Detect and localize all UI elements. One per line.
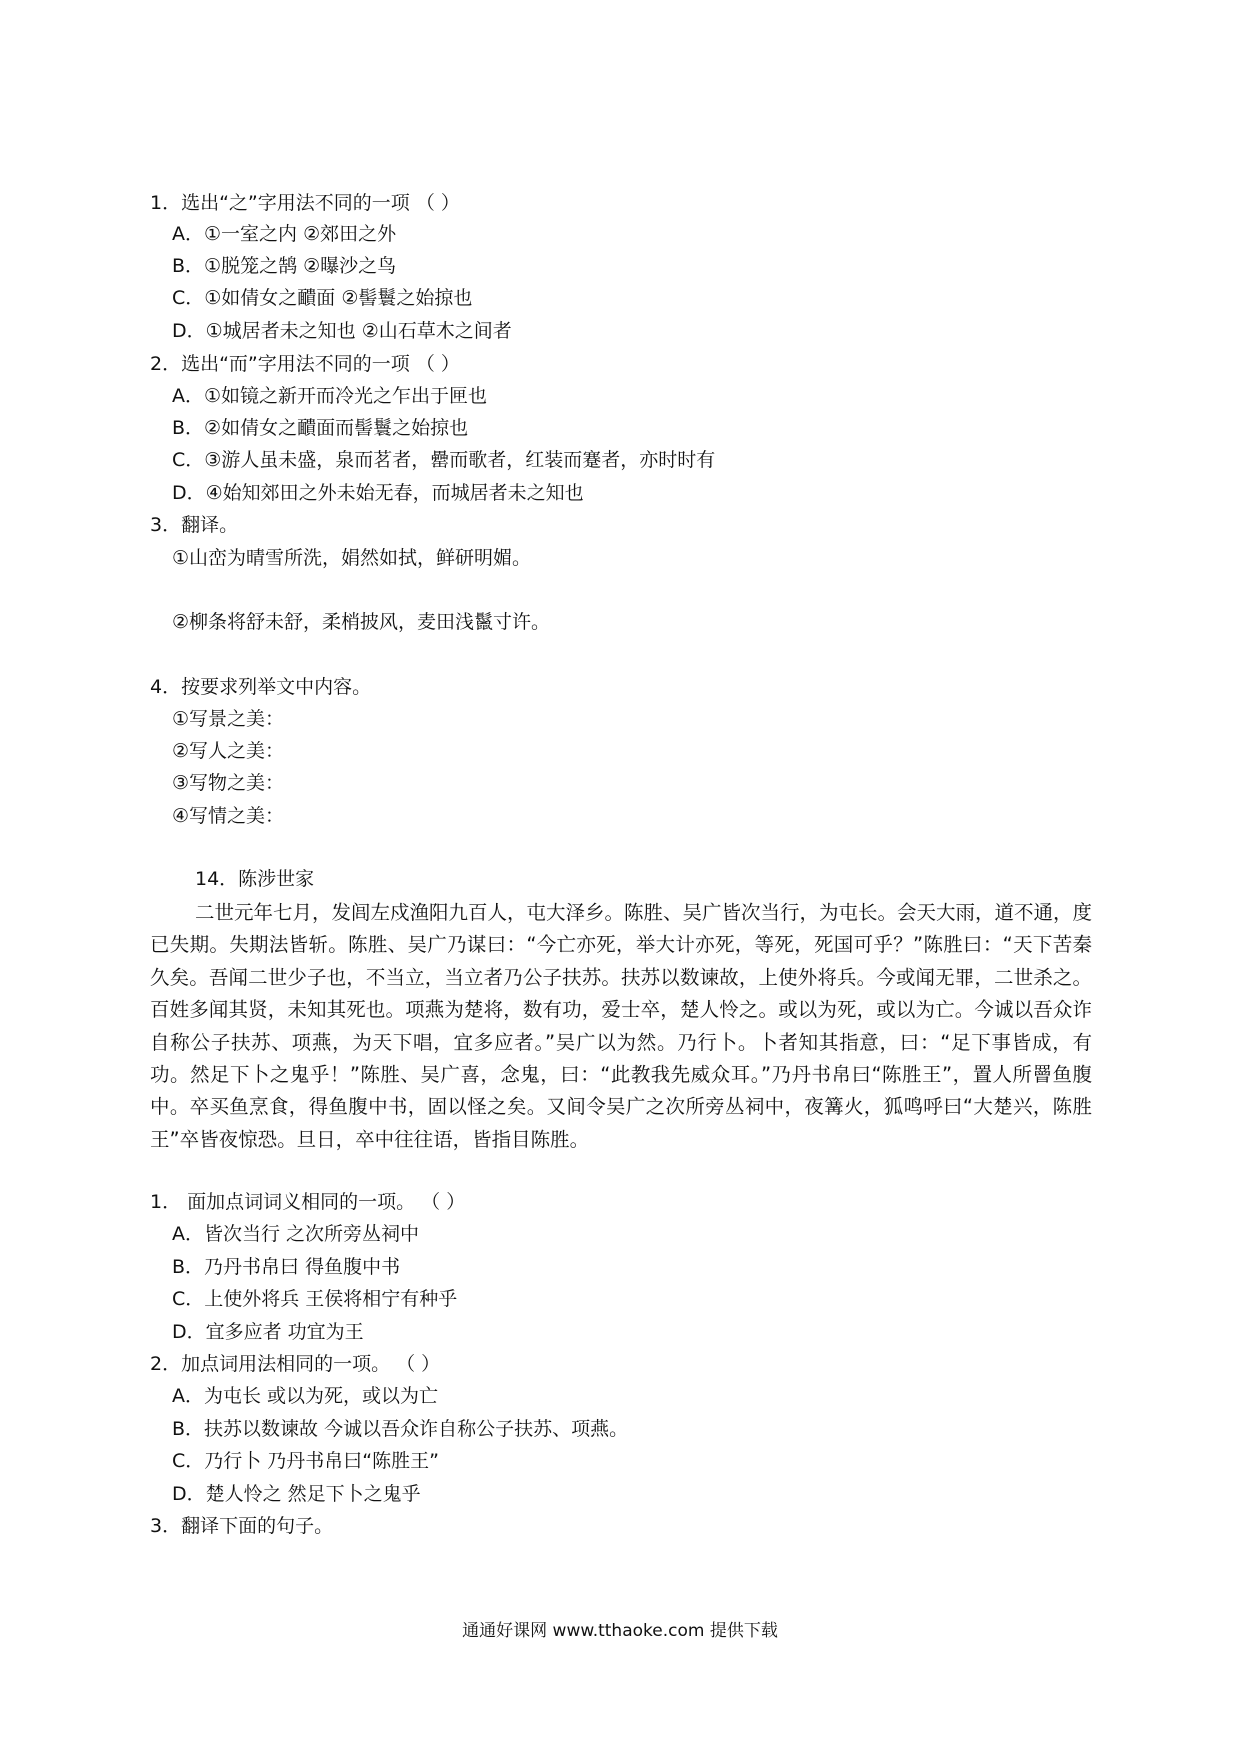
passage-question-1-stem: 1． 面加点词词义相同的一项。 （ ） bbox=[150, 1191, 466, 1213]
passage-question-1-option-c: C．上使外将兵 王侯将相宁有种乎 bbox=[172, 1288, 458, 1310]
question-4-item-1: ①写景之美： bbox=[172, 708, 285, 730]
question-2-stem: 2．选出“而”字用法不同的一项 （ ） bbox=[150, 353, 460, 375]
passage-question-1-option-b: B．乃丹书帛曰 得鱼腹中书 bbox=[172, 1256, 401, 1278]
question-2-option-b: B．②如倩女之靧面而髻鬟之始掠也 bbox=[172, 417, 469, 439]
question-4-item-2: ②写人之美： bbox=[172, 740, 285, 762]
question-3-item-1: ①山峦为晴雪所洗，娟然如拭，鲜研明媚。 bbox=[172, 547, 532, 569]
page-footer: 通通好课网 www.tthaoke.com 提供下载 bbox=[462, 1621, 778, 1641]
question-3-item-2: ②柳条将舒未舒，柔梢披风，麦田浅鬣寸许。 bbox=[172, 611, 551, 633]
question-1-stem: 1．选出“之”字用法不同的一项 （ ） bbox=[150, 192, 460, 214]
passage-question-2-option-c: C．乃行卜 乃丹书帛曰“陈胜王” bbox=[172, 1450, 439, 1472]
passage-question-2-option-b: B．扶苏以数谏故 今诚以吾众诈自称公子扶苏、项燕。 bbox=[172, 1418, 629, 1440]
question-1-option-a: A．①一室之内 ②郊田之外 bbox=[172, 223, 397, 245]
passage-question-3-stem: 3．翻译下面的句子。 bbox=[150, 1515, 334, 1537]
passage-question-2-option-d: D．楚人怜之 然足下卜之鬼乎 bbox=[172, 1483, 421, 1505]
question-2-option-c: C．③游人虽未盛，泉而茗者，罍而歌者，红装而蹇者，亦时时有 bbox=[172, 449, 716, 471]
question-2-option-d: D．④始知郊田之外未始无春，而城居者未之知也 bbox=[172, 482, 584, 504]
question-4-item-3: ③写物之美： bbox=[172, 772, 285, 794]
passage-question-1-option-a: A．皆次当行 之次所旁丛祠中 bbox=[172, 1223, 420, 1245]
question-1-option-c: C．①如倩女之靧面 ②髻鬟之始掠也 bbox=[172, 287, 473, 309]
passage-text: 二世元年七月，发闾左戍渔阳九百人，屯大泽乡。陈胜、吴广皆次当行，为屯长。会天大雨，道不通，度已失期。失期法皆斩。陈胜、吴广乃谋曰：“今亡亦死，举大计亦死，等死，死国可乎？”陈胜曰：“天下苦秦久矣。吾闻二世少子也，不当立，当立者乃公子扶苏。扶苏以数谏故，上使外将兵。今或闻无罪，二世杀之。百姓多闻其贤，未知其死也。项燕为楚将，数有功，爱士卒，楚人怜之。或以为死，或以为亡。今诚以吾众诈自称公子扶苏、项燕，为天下唱，宜多应者。”吴广以为然。乃行卜。卜者知其指意，曰：“足下事皆成，有功。然足下卜之鬼乎！”陈胜、吴广喜，念鬼，曰：“此教我先威众耳。”乃丹书帛曰“陈胜王”，置人所罾鱼腹中。卒买鱼烹食，得鱼腹中书，固以怪之矣。又间令吴广之次所旁丛祠中，夜篝火，狐鸣呼曰“大楚兴，陈胜王”卒皆夜惊恐。旦日，卒中往往语，皆指目陈胜。 bbox=[150, 901, 1093, 1151]
question-4-item-4: ④写情之美： bbox=[172, 805, 285, 827]
passage-question-2-option-a: A．为屯长 或以为死，或以为亡 bbox=[172, 1385, 439, 1407]
question-2-option-a: A．①如镜之新开而冷光之乍出于匣也 bbox=[172, 385, 488, 407]
question-3-stem: 3．翻译。 bbox=[150, 514, 239, 536]
question-4-stem: 4．按要求列举文中内容。 bbox=[150, 676, 372, 698]
question-1-option-d: D．①城居者未之知也 ②山石草木之间者 bbox=[172, 320, 512, 342]
passage-question-1-option-d: D．宜多应者 功宜为王 bbox=[172, 1321, 364, 1343]
passage-title: 14．陈涉世家 bbox=[195, 868, 315, 890]
passage-question-2-stem: 2．加点词用法相同的一项。 （ ） bbox=[150, 1353, 441, 1375]
question-1-option-b: B．①脱笼之鹄 ②曝沙之鸟 bbox=[172, 255, 397, 277]
